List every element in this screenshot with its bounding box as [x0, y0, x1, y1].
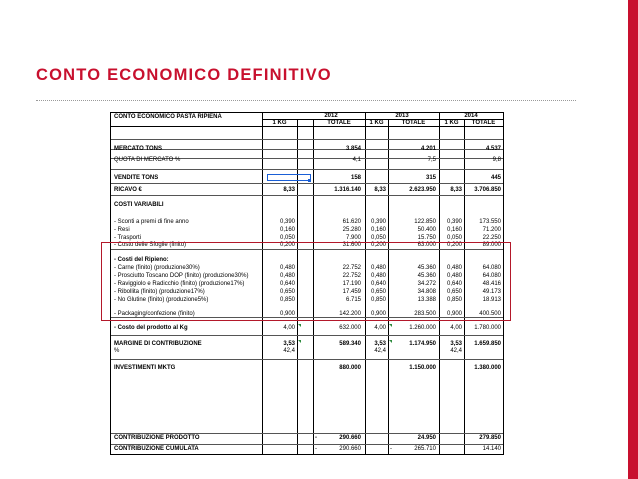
- cell-value: 15.750: [417, 235, 436, 241]
- cell-value: 14.140: [482, 446, 501, 452]
- cell-kg: 0,480: [279, 265, 295, 271]
- accent-bar: [628, 0, 638, 479]
- cell-kg: 0,160: [279, 227, 295, 233]
- row-label: - Costo delle Sfoglie (finito): [114, 242, 187, 248]
- cell-value: 265.710: [414, 446, 436, 452]
- cell-value: 4.537: [485, 146, 501, 152]
- cell-value: 122.850: [414, 219, 436, 225]
- cell-value: 1.150.000: [409, 365, 436, 371]
- row-label: - Prosciutto Toscano DOP (finito) (produzione30%): [114, 273, 249, 279]
- row-label: - No Glutine (finito) (produzione5%): [114, 297, 209, 303]
- cell-value: 880.000: [339, 365, 361, 371]
- row-divider: [111, 335, 503, 336]
- cell-kg: 3,53: [283, 341, 295, 347]
- cell-kg: 0,200: [370, 242, 386, 248]
- cell-value: 4.201: [420, 146, 436, 152]
- cell-kg: 0,050: [370, 235, 386, 241]
- row-label: - Resi: [114, 227, 130, 233]
- cell-value: 290.660: [339, 435, 361, 441]
- column-header: TOTALE: [471, 120, 496, 126]
- cell-kg: 3,53: [450, 341, 462, 347]
- cell-value: 6.715: [345, 297, 361, 303]
- year-header: 2012: [324, 113, 338, 119]
- cell-kg: 4,00: [450, 325, 462, 331]
- cell-kg: 0,200: [279, 242, 295, 248]
- row-divider: [111, 149, 503, 150]
- cell-value: 7.900: [345, 235, 361, 241]
- cell-value: 50.400: [417, 227, 436, 233]
- row-label: MARGINE DI CONTRIBUZIONE: [114, 341, 202, 347]
- cell-value: 9,8: [492, 157, 501, 163]
- cell-value: 1.316.140: [334, 187, 361, 193]
- cell-value: 24.950: [417, 435, 436, 441]
- row-label: MERCATO TONS: [114, 146, 163, 152]
- cell-kg: 0,480: [279, 273, 295, 279]
- cell-kg: 0,850: [279, 297, 295, 303]
- cell-value: 3.706.850: [474, 187, 501, 193]
- cell-kg: 4,00: [283, 325, 295, 331]
- row-divider: [111, 195, 503, 196]
- cell-kg: 0,900: [279, 311, 295, 317]
- cell-kg: 0,640: [446, 281, 462, 287]
- row-label: - Raviggiolo e Radicchio (finito) (produzione17%): [114, 281, 245, 287]
- cell-sign: -: [390, 446, 392, 452]
- slide-title: CONTO ECONOMICO DEFINITIVO: [36, 66, 332, 84]
- cell-value: 18.913: [482, 297, 501, 303]
- row-label: - Packaging/confezione (finito): [114, 311, 195, 317]
- cell-kg: 0,480: [370, 265, 386, 271]
- cell-value: 89.000: [482, 242, 501, 248]
- section-label: COSTI VARIABILI: [114, 202, 164, 208]
- column-header: TOTALE: [327, 120, 351, 126]
- row-divider: [111, 433, 503, 434]
- cell-kg: 3,53: [374, 341, 386, 347]
- row-label: RICAVO €: [114, 187, 142, 193]
- cell-value: 71.200: [482, 227, 501, 233]
- cell-value: 400.500: [479, 311, 501, 317]
- cell-value: 589.340: [339, 341, 361, 347]
- cell-kg: 8,33: [374, 187, 386, 193]
- cell-kg: 0,200: [446, 242, 462, 248]
- cell-kg: 0,900: [446, 311, 462, 317]
- cell-value: 142.200: [339, 311, 361, 317]
- cell-kg: 0,050: [279, 235, 295, 241]
- cell-kg: 0,390: [279, 219, 295, 225]
- row-divider: [111, 444, 503, 445]
- row-divider: [111, 139, 503, 140]
- comment-marker: [298, 340, 301, 343]
- cell-kg: 8,33: [450, 187, 462, 193]
- cell-kg: 0,650: [279, 289, 295, 295]
- column-header: TOTALE: [401, 120, 426, 126]
- cell-value: 1.174.950: [409, 341, 436, 347]
- cell-kg: 0,160: [446, 227, 462, 233]
- row-label: - Carne (finito) (produzione30%): [114, 265, 200, 271]
- cell-kg: 42,4: [450, 348, 462, 354]
- cell-kg: 0,640: [279, 281, 295, 287]
- cell-kg: 0,480: [446, 265, 462, 271]
- cell-value: 1.780.000: [474, 325, 501, 331]
- cell-value: 31.600: [342, 242, 361, 248]
- row-label: - Sconti a premi di fine anno: [114, 219, 189, 225]
- comment-marker: [389, 324, 392, 327]
- cell-value: 158: [350, 175, 361, 181]
- cell-kg: 0,850: [446, 297, 462, 303]
- row-label: INVESTIMENTI MKTG: [114, 365, 176, 371]
- row-label: CONTRIBUZIONE CUMULATA: [114, 446, 199, 452]
- title-divider: [36, 100, 576, 101]
- cell-value: 64.080: [482, 273, 501, 279]
- column-header: 1 KG: [272, 120, 287, 126]
- cell-value: 49.173: [482, 289, 501, 295]
- cell-value: 445: [490, 175, 501, 181]
- row-divider: [111, 183, 503, 184]
- cell-value: 283.500: [414, 311, 436, 317]
- cell-kg: 0,160: [370, 227, 386, 233]
- cell-value: 25.280: [342, 227, 361, 233]
- row-label: CONTRIBUZIONE PRODOTTO: [114, 435, 200, 441]
- cell-value: 63.000: [417, 242, 436, 248]
- year-header: 2014: [464, 113, 478, 119]
- cell-value: 13.388: [417, 297, 436, 303]
- cell-value: 22.752: [342, 265, 361, 271]
- row-label: VENDITE TONS: [114, 175, 159, 181]
- row-divider: [111, 359, 503, 360]
- row-label: - Costo del prodotto al Kg: [114, 325, 188, 331]
- comment-marker: [298, 324, 301, 327]
- cell-value: 1.260.000: [409, 325, 436, 331]
- row-label: - Trasporti: [114, 235, 142, 241]
- cell-value: 4,1: [352, 157, 361, 163]
- cell-kg: 42,4: [283, 348, 295, 354]
- cell-value: 48.416: [482, 281, 501, 287]
- cell-kg: 0,900: [370, 311, 386, 317]
- cell-kg: 42,4: [374, 348, 386, 354]
- cell-kg: 0,050: [446, 235, 462, 241]
- cell-value: 2.623.950: [409, 187, 436, 193]
- row-label: QUOTA DI MERCATO %: [114, 157, 181, 163]
- cell-value: 17.190: [342, 281, 361, 287]
- cell-value: 290.660: [339, 446, 361, 452]
- cell-kg: 0,650: [370, 289, 386, 295]
- section-label: - Costi del Ripieno:: [114, 257, 169, 263]
- cell-sign: -: [315, 435, 317, 441]
- cell-kg: 0,480: [370, 273, 386, 279]
- cell-kg: 4,00: [374, 325, 386, 331]
- cell-value: 45.360: [417, 273, 436, 279]
- cell-value: 61.620: [342, 219, 361, 225]
- comment-marker: [389, 340, 392, 343]
- selected-cell[interactable]: [267, 174, 311, 181]
- row-divider: [111, 169, 503, 170]
- cell-value: 7,5: [427, 157, 436, 163]
- cell-kg: 0,650: [446, 289, 462, 295]
- cell-value: 279.850: [479, 435, 501, 441]
- column-header: 1 KG: [444, 120, 459, 126]
- cell-kg: 8,33: [283, 187, 295, 193]
- cell-value: 3.854: [345, 146, 361, 152]
- column-header: 1 KG: [369, 120, 384, 126]
- row-label: %: [114, 348, 120, 354]
- cell-value: 315: [425, 175, 436, 181]
- sheet-title: CONTO ECONOMICO PASTA RIPIENA: [114, 114, 222, 120]
- cell-value: 34.808: [417, 289, 436, 295]
- row-label: - Ribollita (finito) (produzione17%): [114, 289, 205, 295]
- cell-kg: 0,480: [446, 273, 462, 279]
- cell-value: 173.550: [479, 219, 501, 225]
- cell-value: 632.000: [339, 325, 361, 331]
- cell-kg: 0,390: [370, 219, 386, 225]
- fill-handle[interactable]: [308, 179, 311, 182]
- cell-value: 22.752: [342, 273, 361, 279]
- cell-value: 22.250: [482, 235, 501, 241]
- cell-value: 64.080: [482, 265, 501, 271]
- cell-sign: -: [315, 446, 317, 452]
- cell-value: 1.659.850: [474, 341, 501, 347]
- year-header: 2013: [395, 113, 409, 119]
- cell-value: 1.380.000: [474, 365, 501, 371]
- highlight-box: [101, 242, 511, 321]
- cell-value: 45.360: [417, 265, 436, 271]
- cell-value: 17.459: [342, 289, 361, 295]
- cell-kg: 0,640: [370, 281, 386, 287]
- cell-kg: 0,390: [446, 219, 462, 225]
- cell-kg: 0,850: [370, 297, 386, 303]
- cell-value: 34.272: [417, 281, 436, 287]
